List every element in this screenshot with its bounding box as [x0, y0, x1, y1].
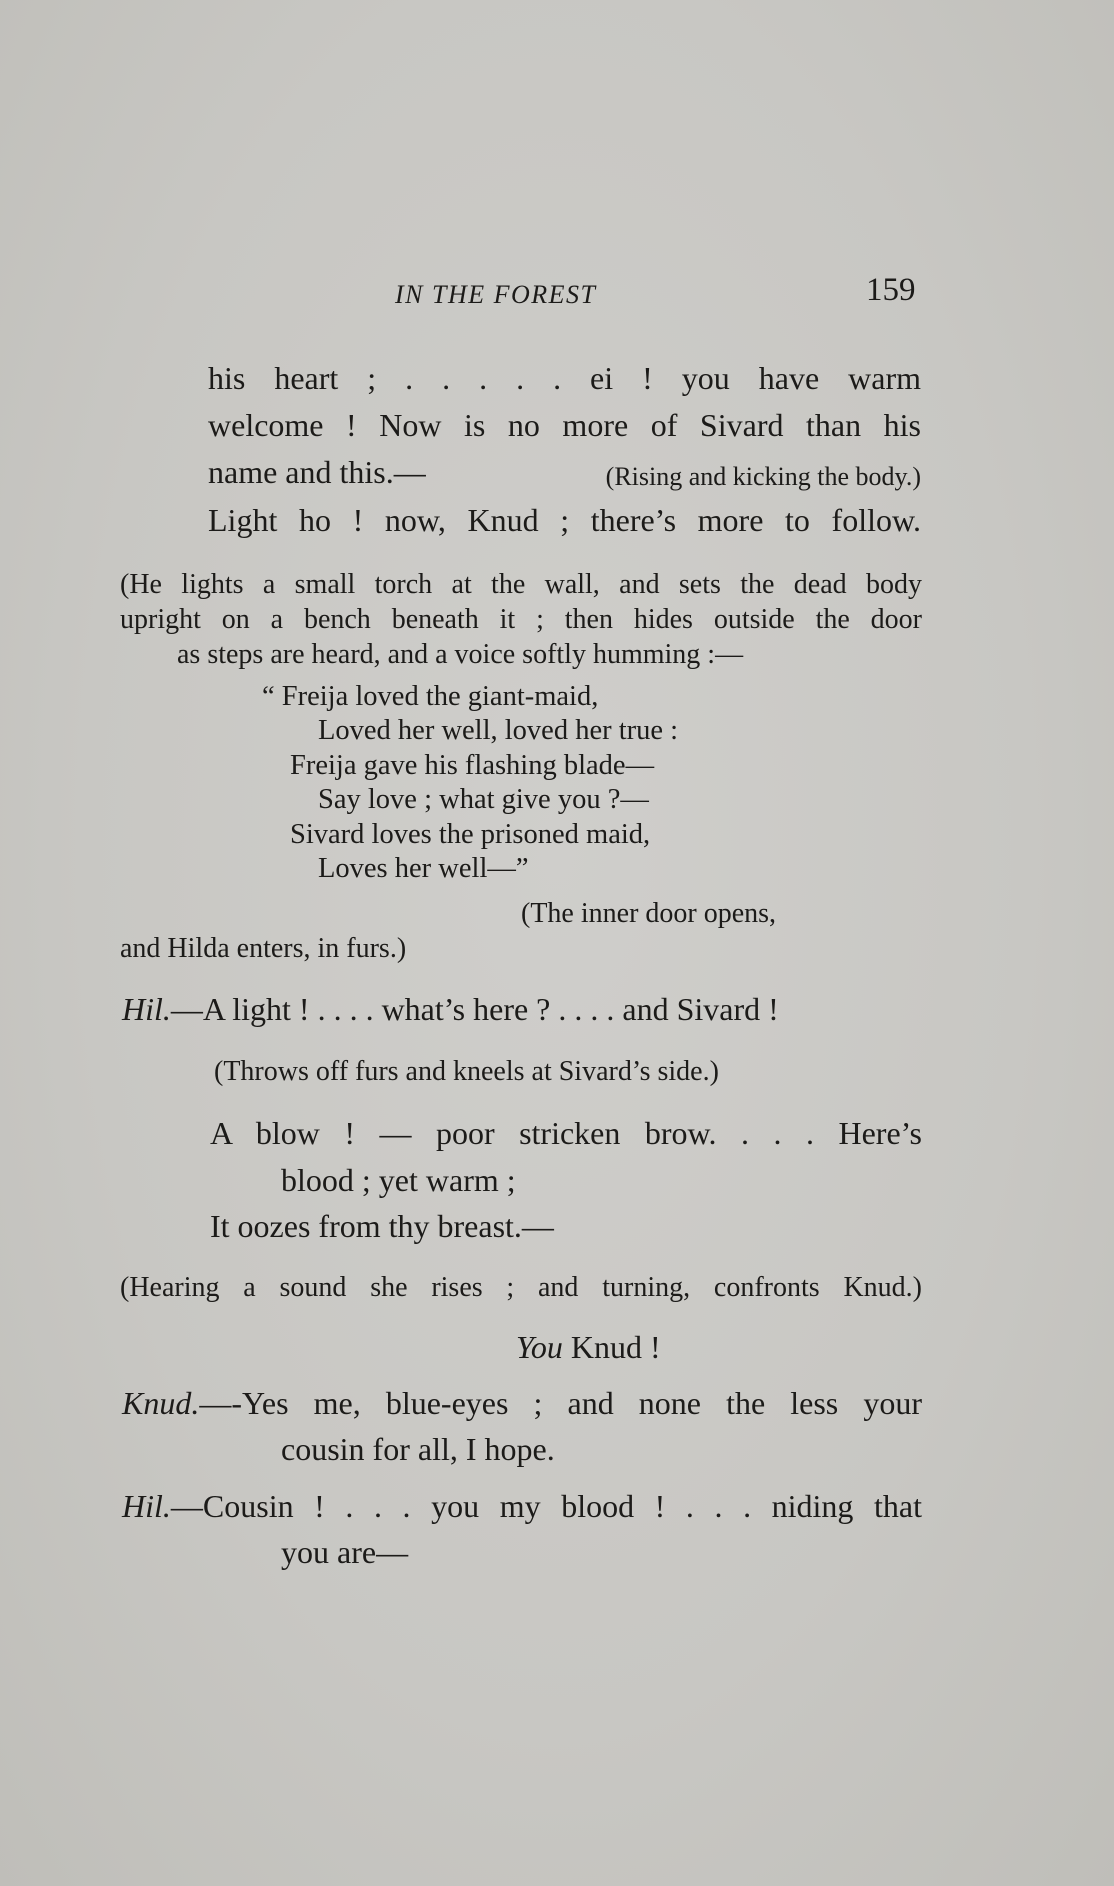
speaker-name: Hil.	[122, 991, 171, 1027]
dialogue-text: —-Yes me, blue-eyes ; and none the less your	[199, 1385, 922, 1421]
prose-line	[208, 449, 921, 500]
prose-line: his heart ; . . . . . ei ! you have warm	[208, 360, 921, 396]
dialogue-text: —Cousin ! . . . you my blood ! . . . niding that	[170, 1488, 922, 1524]
dialogue-line: you are—	[281, 1534, 409, 1570]
stage-direction-line: (Throws off furs and kneels at Sivard’s side.)	[214, 1056, 719, 1087]
dialogue-line: cousin for all, I hope.	[281, 1431, 555, 1467]
stage-direction-line: upright on a bench beneath it ; then hides outside the door	[120, 604, 922, 635]
verse-line: Freija gave his flashing blade—	[290, 750, 655, 781]
emphasis: You	[516, 1329, 563, 1365]
inline-stage-direction: (Rising and kicking the body.)	[605, 462, 921, 491]
dialogue-line	[122, 1380, 922, 1427]
dialogue-text: —A light ! . . . . what’s here ? . . . . and Sivard !	[170, 991, 779, 1027]
verse-line: Sivard loves the prisoned maid,	[290, 819, 651, 850]
dialogue-line: You Knud !	[516, 1329, 661, 1365]
page-number: 159	[866, 272, 916, 308]
speaker-name: Knud.	[122, 1385, 200, 1421]
prose-text: name and this.—	[208, 454, 426, 490]
dialogue-line: blood ; yet warm ;	[281, 1162, 516, 1198]
dialogue-line	[122, 1483, 922, 1530]
prose-line: welcome ! Now is no more of Sivard than his	[208, 407, 921, 443]
stage-direction-line: (The inner door opens,	[521, 898, 777, 929]
stage-direction-line: (Hearing a sound she rises ; and turning, confronts Knud.)	[120, 1272, 922, 1303]
running-title: IN THE FOREST	[395, 280, 597, 309]
dialogue-line: A blow ! — poor stricken brow. . . . Here’s	[210, 1115, 922, 1151]
stage-direction-line: (He lights a small torch at the wall, and sets the dead body	[120, 569, 922, 600]
stage-direction-line: as steps are heard, and a voice softly humming :—	[177, 639, 744, 670]
stage-direction-line: and Hilda enters, in furs.)	[120, 933, 407, 964]
dialogue-line: It oozes from thy breast.—	[210, 1208, 554, 1244]
prose-line: Light ho ! now, Knud ; there’s more to follow.	[208, 502, 921, 538]
dialogue-line	[122, 986, 922, 1033]
verse-line: Loved her well, loved her true :	[318, 715, 679, 746]
verse-line: “ Freija loved the giant-maid,	[262, 681, 599, 712]
verse-line: Say love ; what give you ?—	[318, 784, 649, 815]
speaker-name: Hil.	[122, 1488, 171, 1524]
verse-line: Loves her well—”	[318, 853, 529, 884]
